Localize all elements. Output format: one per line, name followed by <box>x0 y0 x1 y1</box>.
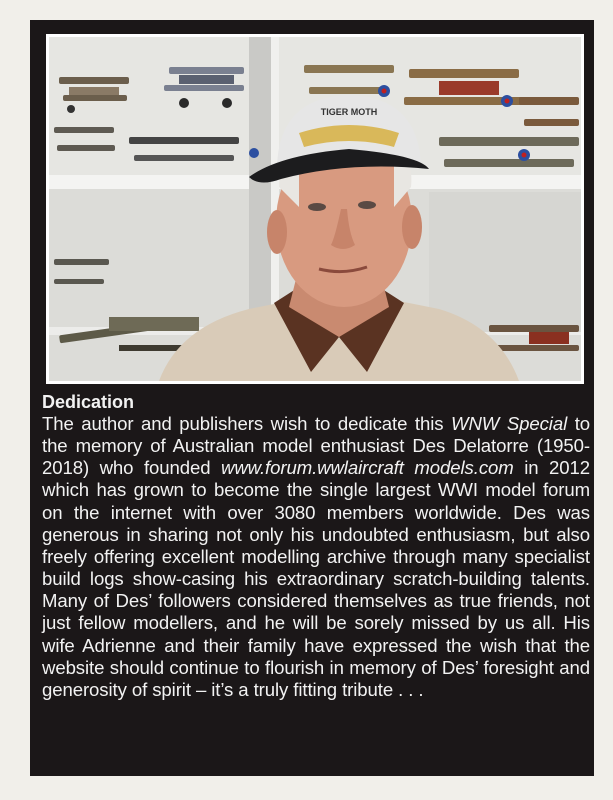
paragraph-text-3: in 2012 which has grown to become the single largest WWI model forum on the internet with over 3080 members worldwide. Des was generous in sharing not only his undoubted enthusiasm, but also freely offering excellent modelling archive through many specialist build logs show-casing his extraordinary scratch-building talents. Many of Des’ followers considered themselves as true friends, not just fellow modellers, and he will be sorely missed by us all. His wife Adrienne and their family have expressed the wish that the website should continue to flourish in memory of Des’ foresight and generosity of spirit – it’s a truly fitting tribute . . . <box>42 457 590 700</box>
dedication-heading: Dedication <box>42 392 135 412</box>
forum-url: www.forum.wwlaircraft models.com <box>221 457 514 479</box>
paragraph-text-1: The author and publishers wish to dedicate this <box>42 413 452 434</box>
portrait-illustration <box>49 37 581 381</box>
dedication-panel <box>30 20 594 776</box>
dedication-text <box>42 391 590 701</box>
paragraph-text-2: to the memory of Australian model enthusiast Des Delatorre (1950-2018) who founded <box>42 413 591 479</box>
cap-logo-text: TIGER MOTH <box>320 107 378 117</box>
publication-title: WNW Special <box>451 413 568 434</box>
dedication-paragraph <box>42 413 590 701</box>
portrait-photo <box>46 34 584 384</box>
